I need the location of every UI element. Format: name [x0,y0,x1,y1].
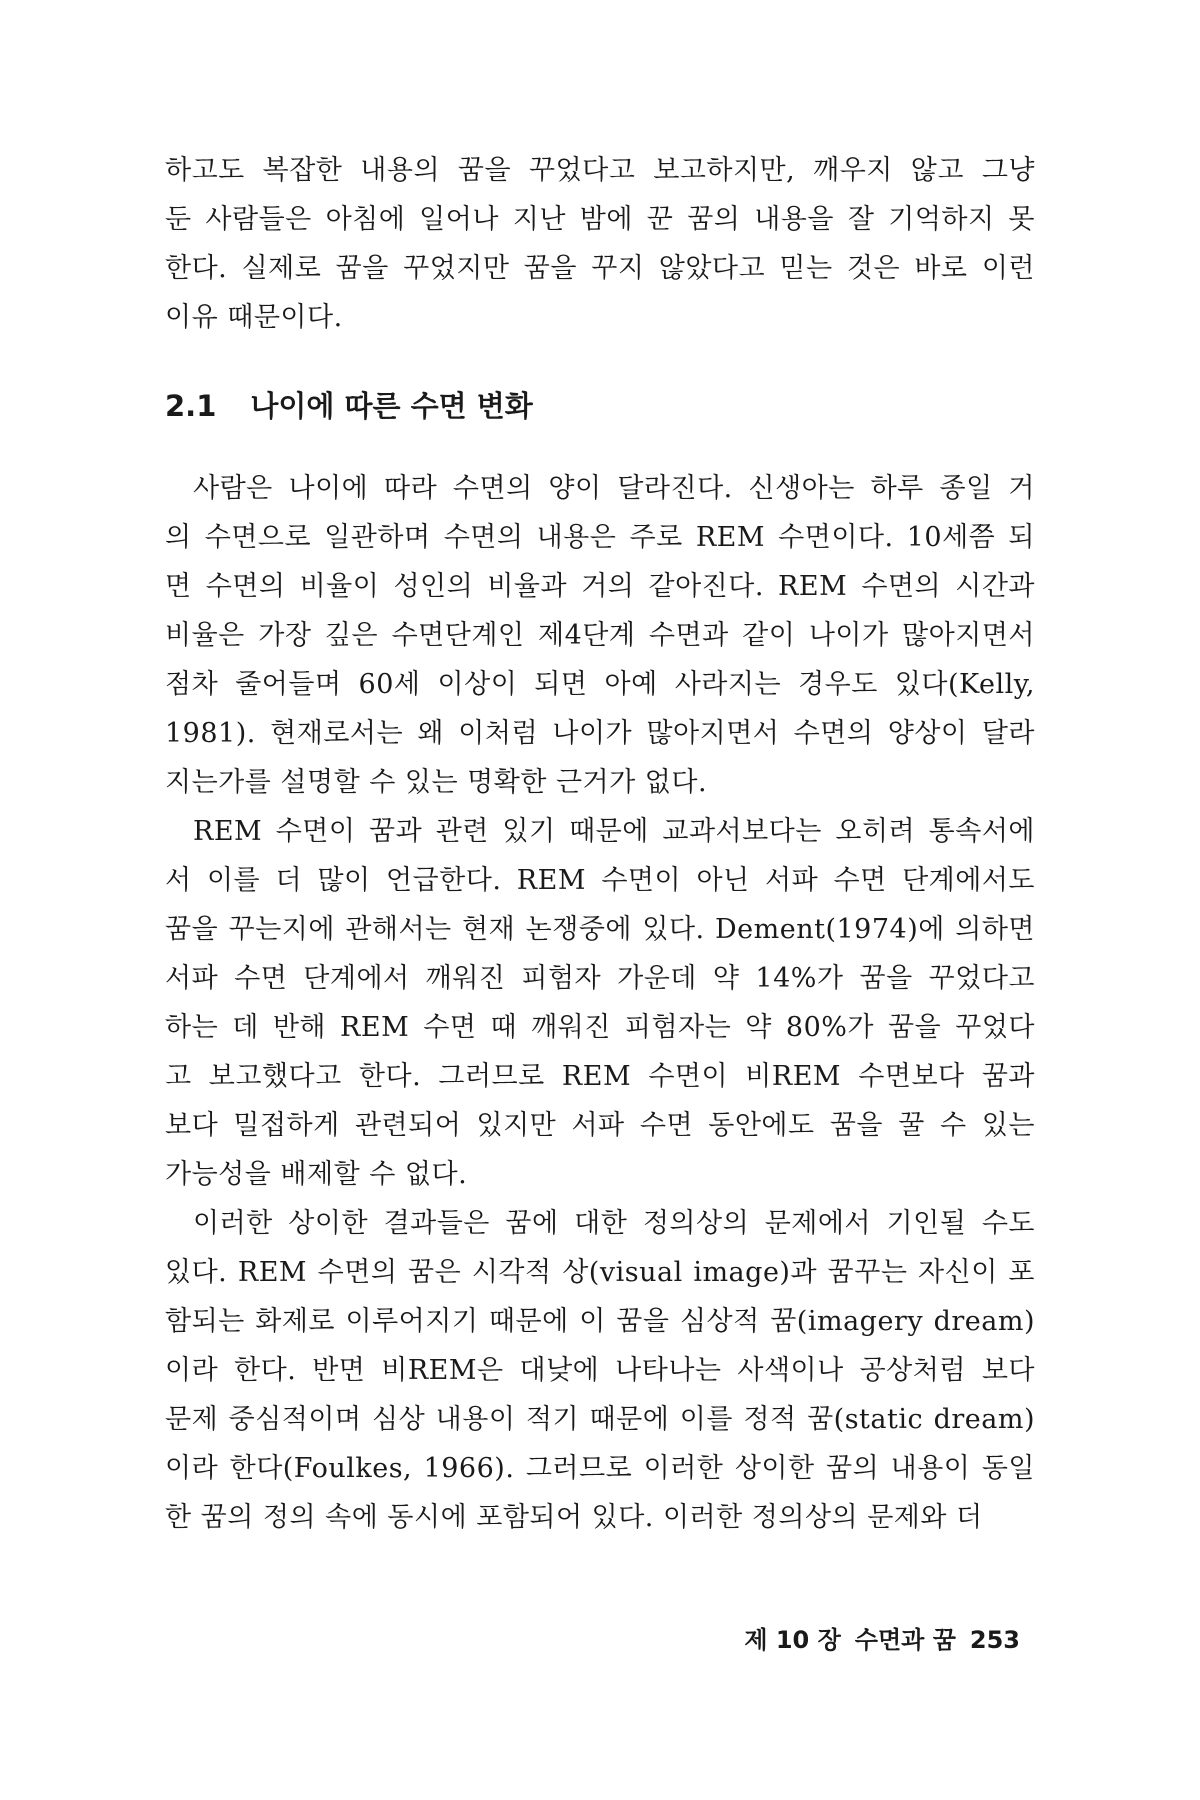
text-line: 지는가를 설명할 수 있는 명확한 근거가 없다. [165,767,708,798]
text-line: 한다. 실제로 꿈을 꾸었지만 꿈을 꾸지 않았다고 믿는 것은 바로 이런 [165,253,1035,284]
text-line: 의 수면으로 일관하며 수면의 내용은 주로 REM 수면이다. 10세쯤 되 [165,522,1035,553]
paragraph-age-sleep-change [165,464,1035,807]
top-paragraph [165,146,1035,342]
footer-chapter-title: 수면과 꿈 [854,1626,956,1654]
text-line: 비율은 가장 깊은 수면단계인 제4단계 수면과 같이 나이가 많아지면서 [165,620,1035,651]
text-line: 꿈을 꾸는지에 관해서는 현재 논쟁중에 있다. Dement(1974)에 의하면 [165,914,1035,945]
text-line: 하고도 복잡한 내용의 꿈을 꾸었다고 보고하지만, 깨우지 않고 그냥 [165,155,1035,186]
text-line: 한 꿈의 정의 속에 동시에 포함되어 있다. 이러한 정의상의 문제와 더 [165,1502,983,1533]
footer-chapter: 제 10 장 [744,1626,841,1654]
text-line: 면 수면의 비율이 성인의 비율과 거의 같아진다. REM 수면의 시간과 [165,571,1035,602]
text-line: 보다 밀접하게 관련되어 있지만 서파 수면 동안에도 꿈을 꿀 수 있는 [165,1110,1035,1141]
text-line: 둔 사람들은 아침에 일어나 지난 밤에 꾼 꿈의 내용을 잘 기억하지 못 [165,204,1035,235]
section-heading [165,384,533,425]
text-line: 이라 한다(Foulkes, 1966). 그러므로 이러한 상이한 꿈의 내용이 동일 [165,1453,1035,1484]
running-footer [744,1620,1020,1655]
page-number: 253 [969,1626,1020,1654]
paragraph-rem-dream-relation [165,807,1035,1199]
text-line: 이유 때문이다. [165,302,343,333]
paragraph-dream-definition [165,1199,1035,1542]
text-line: 이러한 상이한 결과들은 꿈에 대한 정의상의 문제에서 기인될 수도 [193,1208,1035,1239]
text-line: 있다. REM 수면의 꿈은 시각적 상(visual image)과 꿈꾸는 자신이 포 [165,1257,1035,1288]
text-line: 함되는 화제로 이루어지기 때문에 이 꿈을 심상적 꿈(imagery dream) [165,1306,1035,1337]
text-line: 가능성을 배제할 수 없다. [165,1159,468,1190]
text-line: 점차 줄어들며 60세 이상이 되면 아예 사라지는 경우도 있다(Kelly, [165,669,1035,700]
section-number: 2.1 [165,389,217,423]
text-line: 1981). 현재로서는 왜 이처럼 나이가 많아지면서 수면의 양상이 달라 [165,718,1035,749]
section-title: 나이에 따른 수면 변화 [250,389,533,423]
text-line: 서 이를 더 많이 언급한다. REM 수면이 아닌 서파 수면 단계에서도 [165,865,1035,896]
text-line: 하는 데 반해 REM 수면 때 깨워진 피험자는 약 80%가 꿈을 꾸었다 [165,1012,1035,1043]
text-line: 문제 중심적이며 심상 내용이 적기 때문에 이를 정적 꿈(static dream) [165,1404,1035,1435]
text-line: 고 보고했다고 한다. 그러므로 REM 수면이 비REM 수면보다 꿈과 [165,1061,1035,1092]
text-line: 이라 한다. 반면 비REM은 대낮에 나타나는 사색이나 공상처럼 보다 [165,1355,1035,1386]
text-line: 사람은 나이에 따라 수면의 양이 달라진다. 신생아는 하루 종일 거 [193,473,1035,504]
text-line: REM 수면이 꿈과 관련 있기 때문에 교과서보다는 오히려 통속서에 [193,816,1035,847]
text-line: 서파 수면 단계에서 깨워진 피험자 가운데 약 14%가 꿈을 꾸었다고 [165,963,1035,994]
